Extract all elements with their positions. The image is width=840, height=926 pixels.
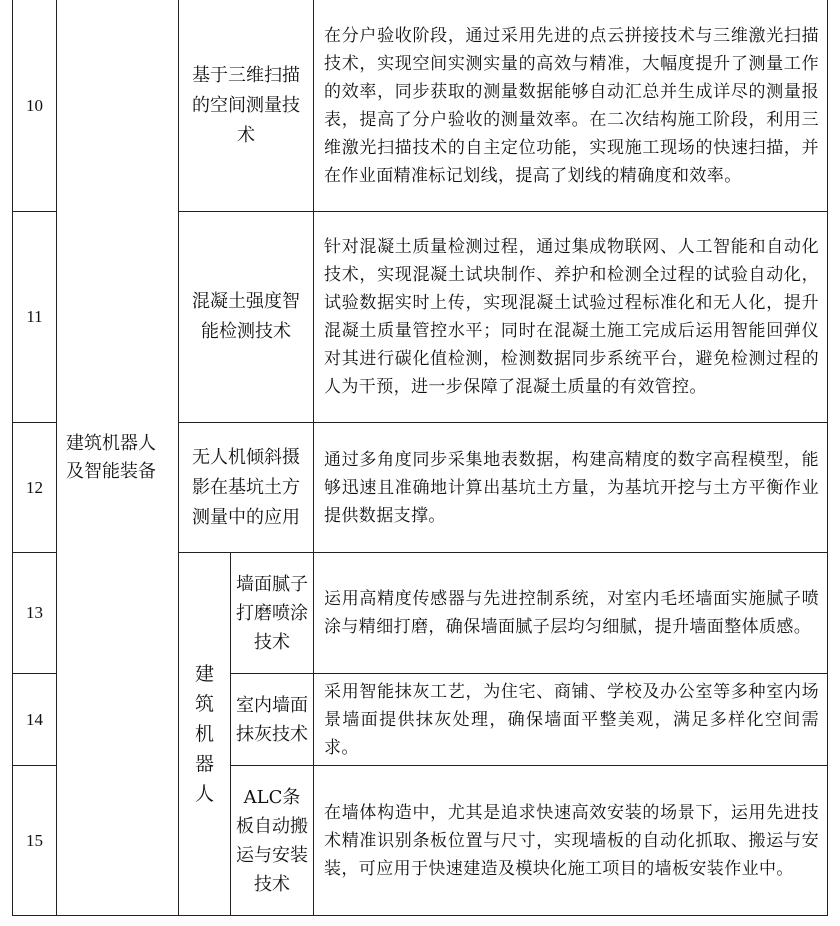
description-text: 针对混凝土质量检测过程，通过集成物联网、人工智能和自动化技术，实现混凝土试块制作、养护和检测全过程的试验自动化，试验数据实时上传，实现混凝土试验过程标准化和无人化，提升混凝土质量管控水平；同时在混凝土施工完成后运用智能回弹仪对其进行碳化值检测，检测数据同步系统平台，避免检测过程的人为干预，进一步保障了混凝土质量的有效管控。 [324,237,819,397]
technology-table [12,0,828,916]
description-text: 运用高精度传感器与先进控制系统，对室内毛坯墙面实施腻子喷涂与精细打磨，确保墙面腻子层均匀细腻，提升墙面整体质感。 [324,589,819,637]
technology-name: 基于三维扫描的空间测量技术 [179,0,314,212]
description-text: 通过多角度同步采集地表数据，构建高精度的数字高程模型，能够迅速且准确地计算出基坑土方量，为基坑开挖与土方平衡作业提供数据支撑。 [324,449,819,526]
row-number: 10 [13,0,57,212]
technology-description [314,0,828,212]
category-cell [57,0,179,916]
technology-name: ALC条板自动搬运与安装技术 [231,766,314,916]
row-number: 13 [13,553,57,674]
description-text: 在墙体构造中，尤其是追求快速高效安装的场景下，运用先进技术精准识别条板位置与尺寸，实现墙板的自动化抓取、搬运与安装，可应用于快速建造及模块化施工项目的墙板安装作业中。 [324,802,819,879]
category-label: 建筑机器人及智能装备 [66,432,156,482]
row-number: 14 [13,674,57,766]
row-number: 12 [13,423,57,553]
technology-description [314,423,828,553]
subcategory-cell [179,553,231,916]
table-row [13,0,828,212]
technology-name: 墙面腻子打磨喷涂技术 [231,553,314,674]
description-text: 采用智能抹灰工艺，为住宅、商铺、学校及办公室等多种室内场景墙面提供抹灰处理，确保墙面平整美观，满足多样化空间需求。 [324,681,819,758]
technology-name: 无人机倾斜摄影在基坑土方测量中的应用 [179,423,314,553]
description-text: 在分户验收阶段，通过采用先进的点云拼接技术与三维激光扫描技术，实现空间实测实量的高效与精准，大幅度提升了测量工作的效率，同步获取的测量数据能够自动汇总并生成详尽的测量报表，提高了分户验收的测量效率。在二次结构施工阶段，利用三维激光扫描技术的自主定位功能，实现施工现场的快速扫描，并在作业面精准标记划线，提高了划线的精确度和效率。 [324,25,819,186]
row-number: 11 [13,212,57,423]
row-number: 15 [13,766,57,916]
technology-description [314,674,828,766]
technology-name: 混凝土强度智能检测技术 [179,212,314,423]
technology-name: 室内墙面抹灰技术 [231,674,314,766]
technology-description [314,766,828,916]
subcategory-label: 建筑机器人 [194,663,214,805]
technology-description [314,553,828,674]
technology-description [314,212,828,423]
